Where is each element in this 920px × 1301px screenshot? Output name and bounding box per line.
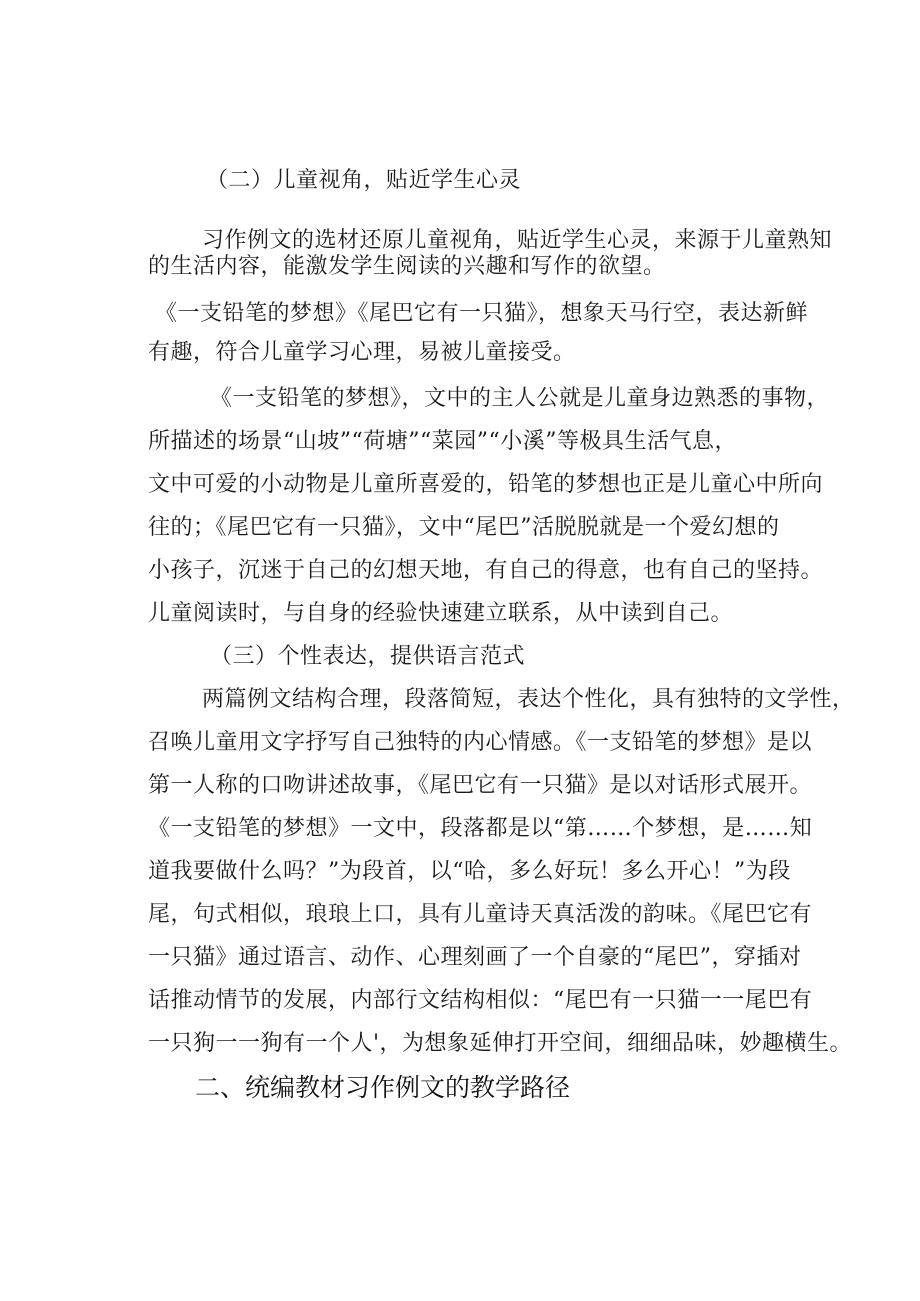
paragraph-line: 习作例文的选材还原儿童视角，贴近学生心灵，来源于儿童熟知 xyxy=(202,228,833,253)
paragraph-line: 一只狗一一狗有一个人'，为想象延伸打开空间，细细品味，妙趣横生。 xyxy=(148,1031,853,1056)
paragraph-line: 《一支铅笔的梦想》一文中，段落都是以“第……个梦想，是……知 xyxy=(148,816,813,841)
paragraph-line: 儿童阅读时，与自身的经验快速建立联系，从中读到自己。 xyxy=(148,601,734,626)
section-heading: （三）个性表达，提供语言范式 xyxy=(210,644,526,669)
paragraph-line: 的生活内容，能激发学生阅读的兴趣和写作的欲望。 xyxy=(148,254,666,279)
section-heading: （二）儿童视角，贴近学生心灵 xyxy=(206,168,522,193)
paragraph-line: 文中可爱的小动物是儿童所喜爱的，铅笔的梦想也正是儿童心中所向 xyxy=(148,472,824,497)
paragraph-line: 《一支铅笔的梦想》，文中的主人公就是儿童身边熟悉的事物， xyxy=(210,386,830,411)
paragraph-line: 话推动情节的发展，内部行文结构相似：“尾巴有一只猫一一尾巴有 xyxy=(148,988,813,1013)
paragraph-line: 两篇例文结构合理，段落简短，表达个性化，具有独特的文学性， xyxy=(202,687,855,712)
paragraph-line: 尾，句式相似，琅琅上口，具有儿童诗天真活泼的韵味。《尾巴它有 xyxy=(148,902,813,927)
paragraph-line: 所描述的场景“山坡”“荷塘”“菜园”“小溪”等极具生活气息， xyxy=(148,429,737,454)
paragraph-line: 一只猫》通过语言、动作、心理刻画了一个自豪的“尾巴”，穿插对 xyxy=(148,945,802,970)
paragraph-line: 道我要做什么吗？”为段首，以“哈，多么好玩！多么开心！”为段 xyxy=(148,859,791,884)
paragraph-line: 有趣，符合儿童学习心理，易被儿童接受。 xyxy=(148,340,576,365)
chapter-heading: 二、统编教材习作例文的教学路径 xyxy=(195,1073,571,1102)
paragraph-line: 往的；《尾巴它有一只猫》，文中“尾巴”活脱脱就是一个爱幻想的 xyxy=(148,515,780,540)
paragraph-line: 第一人称的口吻讲述故事，《尾巴它有一只猫》是以对话形式展开。 xyxy=(148,773,813,798)
paragraph-line: 小孩子，沉迷于自己的幻想天地，有自己的得意，也有自己的坚持。 xyxy=(148,558,824,583)
paragraph-line: 召唤儿童用文字抒写自己独特的内心情感。《一支铅笔的梦想》是以 xyxy=(148,730,813,755)
paragraph-line: 《一支铅笔的梦想》《尾巴它有一只猫》，想象天马行空，表达新鲜 xyxy=(155,301,809,326)
